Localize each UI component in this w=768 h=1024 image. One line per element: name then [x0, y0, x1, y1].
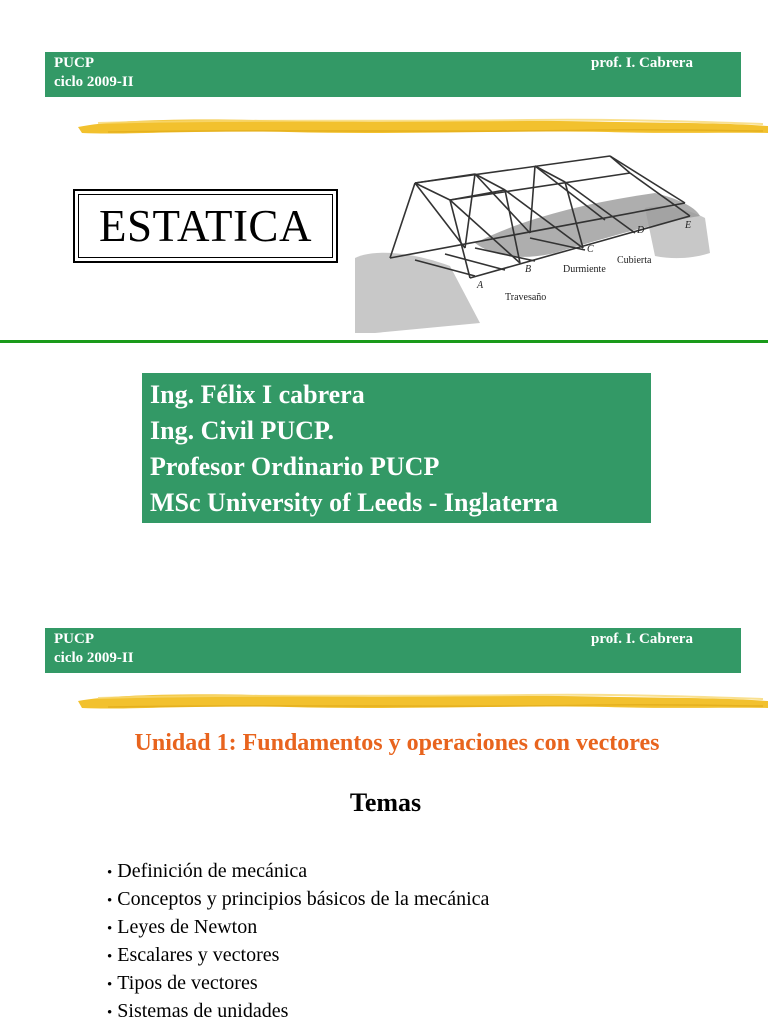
label-b: B — [525, 264, 532, 275]
unit-title: Unidad 1: Fundamentos y operaciones con vectores — [134, 730, 660, 756]
yellow-brush-stroke — [78, 113, 768, 139]
left-abutment — [355, 253, 480, 333]
label-cubierta: Cubierta — [617, 255, 652, 266]
list-item — [107, 969, 489, 997]
institution-label: PUCP — [54, 631, 94, 647]
course-title-box — [73, 189, 338, 263]
bullet-icon: • — [107, 949, 113, 965]
yellow-brush-stroke — [78, 688, 768, 714]
list-item — [107, 913, 489, 941]
topic-text: Leyes de Newton — [117, 916, 258, 938]
bridge-truss-figure — [355, 148, 710, 333]
professor-info-box — [142, 373, 651, 523]
topic-text: Escalares y vectores — [117, 944, 280, 966]
bullet-icon: • — [107, 1005, 113, 1021]
topic-text: Tipos de vectores — [117, 972, 258, 994]
slide-divider-rule — [0, 340, 768, 343]
slide2-header-bar — [45, 628, 741, 673]
label-a: A — [477, 280, 484, 291]
institution-label: PUCP — [54, 55, 94, 71]
list-item — [107, 941, 489, 969]
info-line-degree: Ing. Civil PUCP. — [150, 416, 334, 445]
cycle-label: ciclo 2009-II — [54, 650, 134, 666]
label-e: E — [685, 220, 692, 231]
label-d: D — [637, 225, 645, 236]
label-travesano: Travesaño — [505, 292, 547, 303]
bullet-icon: • — [107, 977, 113, 993]
list-item — [107, 997, 489, 1024]
section-title: Temas — [349, 788, 422, 817]
cycle-label: ciclo 2009-II — [54, 74, 134, 90]
bullet-icon: • — [107, 921, 113, 937]
list-item — [107, 885, 489, 913]
slide1-header-bar — [45, 52, 741, 97]
topic-text: Conceptos y principios básicos de la mecánica — [117, 888, 490, 910]
list-item — [107, 857, 489, 885]
label-c: C — [587, 244, 594, 255]
bullet-icon: • — [107, 893, 113, 909]
bullet-icon: • — [107, 865, 113, 881]
info-line-name: Ing. Félix I cabrera — [150, 380, 365, 409]
professor-label: prof. I. Cabrera — [591, 55, 693, 71]
topics-list — [107, 857, 489, 1024]
topic-text: Sistemas de unidades — [117, 1000, 289, 1022]
info-line-position: Profesor Ordinario PUCP — [150, 452, 440, 481]
course-title: ESTATICA — [78, 194, 333, 258]
label-durmiente: Durmiente — [563, 264, 606, 275]
info-line-msc: MSc University of Leeds - Inglaterra — [150, 488, 558, 517]
topic-text: Definición de mecánica — [117, 860, 308, 882]
professor-label: prof. I. Cabrera — [591, 631, 693, 647]
